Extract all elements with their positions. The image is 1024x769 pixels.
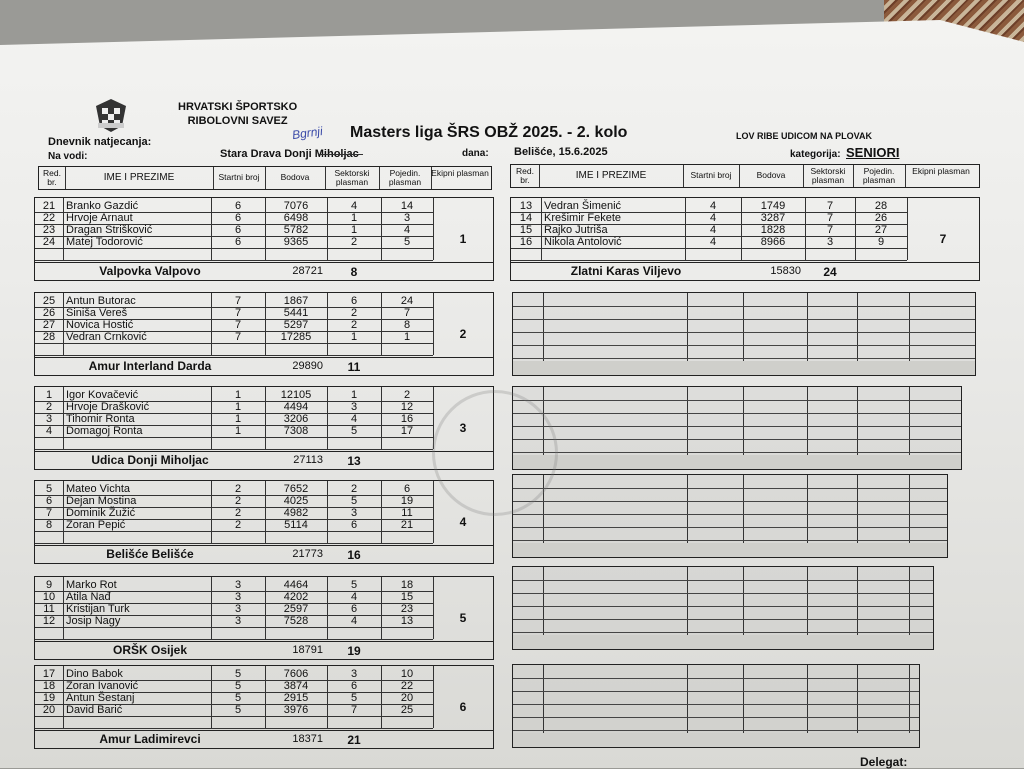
individual-rank: 25 [400, 704, 414, 716]
sector-rank: 6 [350, 295, 358, 307]
points: 7308 [283, 425, 309, 437]
left-team-block [34, 292, 494, 376]
team-rank: 4 [459, 515, 467, 529]
team-name: Udica Donji Miholjac [91, 453, 209, 467]
federation-name [178, 100, 297, 128]
empty-row [35, 716, 433, 729]
sector-rank: 2 [350, 307, 358, 319]
start-number: 5 [234, 704, 242, 716]
red-br: 7 [45, 507, 53, 519]
individual-rank: 11 [401, 507, 413, 519]
sector-rank: 7 [826, 212, 834, 224]
empty-team-grid [512, 566, 934, 650]
start-number: 7 [234, 295, 242, 307]
column-divider [433, 666, 434, 728]
start-number: 2 [234, 483, 242, 495]
column-header-left [38, 166, 492, 190]
total-row-shade [513, 733, 919, 747]
col-ekipni: Ekipni plasman [431, 168, 489, 178]
red-br: 15 [519, 224, 533, 236]
sector-rank: 2 [350, 483, 358, 495]
sector-rank: 4 [350, 200, 358, 212]
points: 3976 [283, 704, 309, 716]
team-total-points: 15830 [770, 265, 801, 277]
red-br: 19 [42, 692, 56, 704]
start-number: 2 [234, 507, 242, 519]
individual-rank: 5 [403, 236, 411, 248]
team-name: Zlatni Karas Viljevo [570, 264, 682, 278]
points: 4464 [283, 579, 309, 591]
left-team-total-row [35, 262, 493, 279]
strikethrough-line [318, 154, 363, 155]
player-name: Dragan Strišković [66, 224, 153, 236]
grid-line [513, 717, 919, 718]
sector-rank: 1 [350, 389, 358, 401]
sector-rank: 5 [350, 495, 358, 507]
team-sector-sum: 13 [347, 454, 361, 468]
kategorija-label: kategorija: [790, 149, 841, 160]
player-name: Antun Butorac [66, 295, 136, 307]
points: 4982 [283, 507, 309, 519]
individual-rank: 23 [400, 603, 414, 615]
red-br: 13 [519, 200, 533, 212]
right-team-total-row [511, 262, 979, 279]
individual-rank: 9 [877, 236, 885, 248]
grid-line [513, 691, 919, 692]
points: 1828 [760, 224, 786, 236]
team-total-points: 27113 [293, 454, 323, 466]
points: 7528 [283, 615, 309, 627]
grid-line [513, 400, 961, 401]
player-name: Matej Todorović [66, 236, 143, 248]
col-ime-right: IME I PREZIME [575, 170, 647, 181]
na-vodi-value: Stara Drava Donji Miholjac [220, 148, 359, 160]
red-br: 17 [42, 668, 56, 680]
team-total-points: 18791 [292, 644, 323, 656]
sector-rank: 7 [826, 200, 834, 212]
points: 5114 [284, 519, 308, 531]
red-br: 26 [42, 307, 56, 319]
grid-line [513, 413, 961, 414]
team-rank: 3 [459, 421, 467, 435]
player-name: Vedran Crnković [66, 331, 147, 343]
team-total-points: 29890 [292, 360, 323, 372]
points: 8966 [760, 236, 786, 248]
red-br: 23 [42, 224, 56, 236]
player-name: Dino Babok [66, 668, 123, 680]
team-total-points: 21773 [292, 548, 323, 560]
start-number: 2 [234, 495, 242, 507]
left-team-block [34, 386, 494, 470]
points: 5297 [283, 319, 309, 331]
points: 5441 [283, 307, 309, 319]
start-number: 2 [234, 519, 242, 531]
player-name: David Barić [66, 704, 123, 716]
sector-rank: 3 [350, 401, 358, 413]
team-sector-sum: 24 [823, 265, 837, 279]
red-br: 14 [519, 212, 533, 224]
player-name: Hrvoje Drašković [66, 401, 150, 413]
col-red-right: Red. br. [516, 166, 534, 185]
points: 3874 [283, 680, 309, 692]
sector-rank: 6 [350, 603, 358, 615]
individual-rank: 2 [403, 389, 411, 401]
points: 17285 [280, 331, 312, 343]
sector-rank: 3 [350, 507, 358, 519]
team-name: ORŠK Osijek [112, 643, 188, 657]
grid-line [513, 332, 975, 333]
sector-rank: 5 [350, 425, 358, 437]
team-sector-sum: 21 [347, 733, 361, 747]
start-number: 3 [234, 591, 242, 603]
sector-rank: 6 [350, 519, 358, 531]
dana-label: dana: [462, 148, 489, 159]
team-rank: 6 [459, 700, 467, 714]
start-number: 1 [234, 413, 242, 425]
column-divider [433, 198, 434, 260]
sector-rank: 4 [350, 615, 358, 627]
points: 4494 [283, 401, 309, 413]
red-br: 6 [45, 495, 53, 507]
team-rank: 7 [939, 232, 947, 246]
start-number: 6 [234, 224, 242, 236]
team-name: Amur Ladimirevci [99, 732, 201, 746]
grid-line [513, 678, 919, 679]
col-bodova-right: Bodova [756, 170, 786, 180]
player-name: Krešimir Fekete [544, 212, 622, 224]
sector-rank: 4 [350, 413, 358, 425]
points: 4025 [283, 495, 309, 507]
sector-rank: 2 [350, 236, 358, 248]
start-number: 7 [234, 331, 242, 343]
empty-row [511, 248, 907, 261]
column-divider [907, 198, 908, 260]
individual-rank: 13 [400, 615, 414, 627]
red-br: 28 [42, 331, 56, 343]
start-number: 5 [234, 680, 242, 692]
left-team-total-row [35, 357, 493, 374]
individual-rank: 26 [874, 212, 888, 224]
grid-line [513, 426, 961, 427]
points: 9365 [283, 236, 309, 248]
start-number: 3 [234, 579, 242, 591]
start-number: 1 [234, 425, 242, 437]
player-name: Tihomir Ronta [66, 413, 135, 425]
individual-rank: 20 [400, 692, 414, 704]
sector-rank: 5 [350, 692, 358, 704]
left-team-total-row [35, 730, 493, 747]
sector-rank: 7 [350, 704, 358, 716]
start-number: 3 [234, 615, 242, 627]
empty-team-grid [512, 386, 962, 470]
federation-name-line2: RIBOLOVNI SAVEZ [187, 115, 288, 127]
sector-rank: 7 [826, 224, 834, 236]
left-team-block [34, 576, 494, 660]
sector-rank: 5 [350, 579, 358, 591]
grid-line [513, 632, 933, 633]
red-br: 18 [42, 680, 56, 692]
individual-rank: 14 [400, 200, 414, 212]
document-title: Masters liga ŠRS OBŽ 2025. - 2. kolo [350, 124, 628, 141]
sector-rank: 2 [350, 319, 358, 331]
na-vodi-label: Na vodi: [48, 151, 88, 162]
player-name: Antun Šestanj [66, 692, 135, 704]
red-br: 1 [45, 389, 53, 401]
player-name: Dominik Žužić [66, 507, 136, 519]
player-name: Zoran Pepić [66, 519, 126, 531]
team-sector-sum: 16 [347, 548, 361, 562]
grid-line [513, 619, 933, 620]
player-name: Atila Nađ [66, 591, 111, 603]
player-name: Igor Kovačević [66, 389, 139, 401]
team-total-points: 28721 [292, 265, 323, 277]
team-rank: 5 [459, 611, 467, 625]
individual-rank: 10 [400, 668, 414, 680]
individual-rank: 21 [400, 519, 414, 531]
player-name: Novica Hostić [66, 319, 134, 331]
individual-rank: 6 [403, 483, 411, 495]
player-name: Dejan Mostina [66, 495, 137, 507]
sector-rank: 1 [350, 224, 358, 236]
red-br: 20 [42, 704, 56, 716]
player-name: Domagoj Ronta [66, 425, 143, 437]
grid-line [513, 358, 975, 359]
player-name: Branko Gazdić [66, 200, 139, 212]
points: 6498 [283, 212, 309, 224]
points: 3206 [283, 413, 309, 425]
points: 1749 [760, 200, 786, 212]
player-name: Siniša Vereš [66, 307, 128, 319]
empty-row [35, 343, 433, 356]
start-number: 4 [709, 236, 717, 248]
red-br: 4 [45, 425, 53, 437]
red-br: 27 [42, 319, 56, 331]
individual-rank: 3 [403, 212, 411, 224]
start-number: 6 [234, 236, 242, 248]
sector-rank: 3 [350, 668, 358, 680]
federation-logo-icon [92, 96, 130, 134]
start-number: 5 [234, 668, 242, 680]
col-startni: Startni broj [218, 172, 260, 182]
column-divider [433, 293, 434, 355]
col-ime: IME I PREZIME [103, 172, 175, 183]
grid-line [513, 527, 947, 528]
individual-rank: 4 [403, 224, 411, 236]
grid-line [513, 730, 919, 731]
total-row-shade [513, 361, 975, 375]
points: 12105 [280, 389, 312, 401]
individual-rank: 8 [403, 319, 411, 331]
red-br: 12 [42, 615, 56, 627]
grid-line [513, 593, 933, 594]
col-red: Red. br. [43, 168, 61, 187]
player-name: Rajko Jutriša [544, 224, 608, 236]
start-number: 1 [234, 401, 242, 413]
start-number: 5 [234, 692, 242, 704]
grid-line [513, 488, 947, 489]
individual-rank: 27 [874, 224, 888, 236]
points: 3287 [760, 212, 786, 224]
individual-rank: 15 [400, 591, 414, 603]
team-name: Valpovka Valpovo [99, 264, 201, 278]
empty-row [35, 627, 433, 640]
sector-rank: 4 [350, 591, 358, 603]
total-row-shade [513, 455, 961, 469]
individual-rank: 28 [874, 200, 888, 212]
individual-rank: 12 [400, 401, 414, 413]
grid-line [513, 439, 961, 440]
red-br: 21 [42, 200, 56, 212]
federation-name-line1: HRVATSKI ŠPORTSKO [178, 101, 298, 113]
col-startni-right: Startni broj [690, 170, 732, 180]
left-team-total-row [35, 545, 493, 562]
player-name: Zoran Ivanović [66, 680, 139, 692]
individual-rank: 1 [403, 331, 411, 343]
grid-line [513, 514, 947, 515]
start-number: 7 [234, 319, 242, 331]
left-team-total-row [35, 451, 493, 468]
red-br: 25 [42, 295, 56, 307]
total-row-shade [513, 635, 933, 649]
empty-row [35, 437, 433, 450]
start-number: 6 [234, 212, 242, 224]
red-br: 24 [42, 236, 56, 248]
empty-team-grid [512, 664, 920, 748]
discipline-label: LOV RIBE UDICOM NA PLOVAK [736, 131, 873, 141]
player-name: Kristijan Turk [66, 603, 130, 615]
right-team-block [510, 197, 980, 281]
sector-rank: 6 [350, 680, 358, 692]
player-name: Marko Rot [66, 579, 117, 591]
kategorija-value: SENIORI [846, 145, 900, 160]
red-br: 5 [45, 483, 53, 495]
player-name: Hrvoje Arnaut [66, 212, 133, 224]
sector-rank: 3 [826, 236, 834, 248]
empty-team-grid [512, 292, 976, 376]
red-br: 22 [42, 212, 56, 224]
grid-line [513, 452, 961, 453]
red-br: 3 [45, 413, 53, 425]
start-number: 4 [709, 200, 717, 212]
dnevnik-label: Dnevnik natjecanja: [48, 136, 152, 148]
points: 2915 [283, 692, 309, 704]
grid-line [513, 306, 975, 307]
grid-line [513, 345, 975, 346]
delegat-label: Delegat: [860, 755, 908, 769]
column-divider [433, 481, 434, 543]
total-row-shade [513, 543, 947, 557]
column-header-right [510, 164, 980, 188]
individual-rank: 18 [400, 579, 414, 591]
individual-rank: 17 [400, 425, 414, 437]
red-br: 9 [45, 579, 53, 591]
left-team-block [34, 197, 494, 281]
player-name: Josip Nagy [66, 615, 121, 627]
grid-line [513, 319, 975, 320]
red-br: 11 [43, 603, 55, 615]
col-sektorski: Sektorski plasman [334, 168, 370, 187]
player-name: Vedran Šimenić [544, 200, 622, 212]
start-number: 6 [234, 200, 242, 212]
team-name: Amur Interland Darda [88, 359, 212, 373]
col-sektorski-right: Sektorski plasman [810, 166, 846, 185]
col-pojedin-right: Pojedin. plasman [862, 166, 896, 185]
empty-row [35, 531, 433, 544]
col-bodova: Bodova [280, 172, 310, 182]
individual-rank: 7 [403, 307, 411, 319]
sector-rank: 1 [350, 331, 358, 343]
col-ekipni-right: Ekipni plasman [912, 166, 970, 176]
start-number: 4 [709, 224, 717, 236]
individual-rank: 22 [400, 680, 414, 692]
player-name: Mateo Vichta [66, 483, 131, 495]
left-team-block [34, 665, 494, 749]
team-sector-sum: 8 [350, 265, 358, 279]
sector-rank: 1 [350, 212, 358, 224]
red-br: 10 [42, 591, 56, 603]
start-number: 7 [234, 307, 242, 319]
team-sector-sum: 19 [347, 644, 361, 658]
column-divider [433, 577, 434, 639]
points: 7076 [283, 200, 309, 212]
dana-value: Belišće, 15.6.2025 [514, 146, 608, 158]
individual-rank: 19 [400, 495, 414, 507]
team-name: Belišće Belišće [106, 547, 194, 561]
team-rank: 1 [459, 232, 467, 246]
red-br: 8 [45, 519, 53, 531]
handwritten-correction: Bgrnji [291, 123, 324, 143]
grid-line [513, 580, 933, 581]
individual-rank: 16 [400, 413, 414, 425]
team-rank: 2 [459, 327, 467, 341]
points: 4202 [283, 591, 309, 603]
red-br: 16 [519, 236, 533, 248]
points: 7606 [283, 668, 309, 680]
empty-team-grid [512, 474, 948, 558]
col-pojedin: Pojedin. plasman [388, 168, 422, 187]
grid-line [513, 704, 919, 705]
grid-line [513, 501, 947, 502]
left-team-total-row [35, 641, 493, 658]
start-number: 1 [234, 389, 242, 401]
team-total-points: 18371 [292, 733, 323, 745]
watermark-stamp [432, 390, 558, 516]
points: 5782 [283, 224, 309, 236]
grid-line [513, 540, 947, 541]
grid-line [513, 606, 933, 607]
points: 7652 [283, 483, 309, 495]
individual-rank: 24 [400, 295, 414, 307]
left-team-block [34, 480, 494, 564]
points: 1867 [283, 295, 309, 307]
start-number: 3 [234, 603, 242, 615]
player-name: Nikola Antolović [544, 236, 622, 248]
start-number: 4 [709, 212, 717, 224]
points: 2597 [283, 603, 309, 615]
red-br: 2 [45, 401, 53, 413]
empty-row [35, 248, 433, 261]
team-sector-sum: 11 [347, 360, 361, 374]
